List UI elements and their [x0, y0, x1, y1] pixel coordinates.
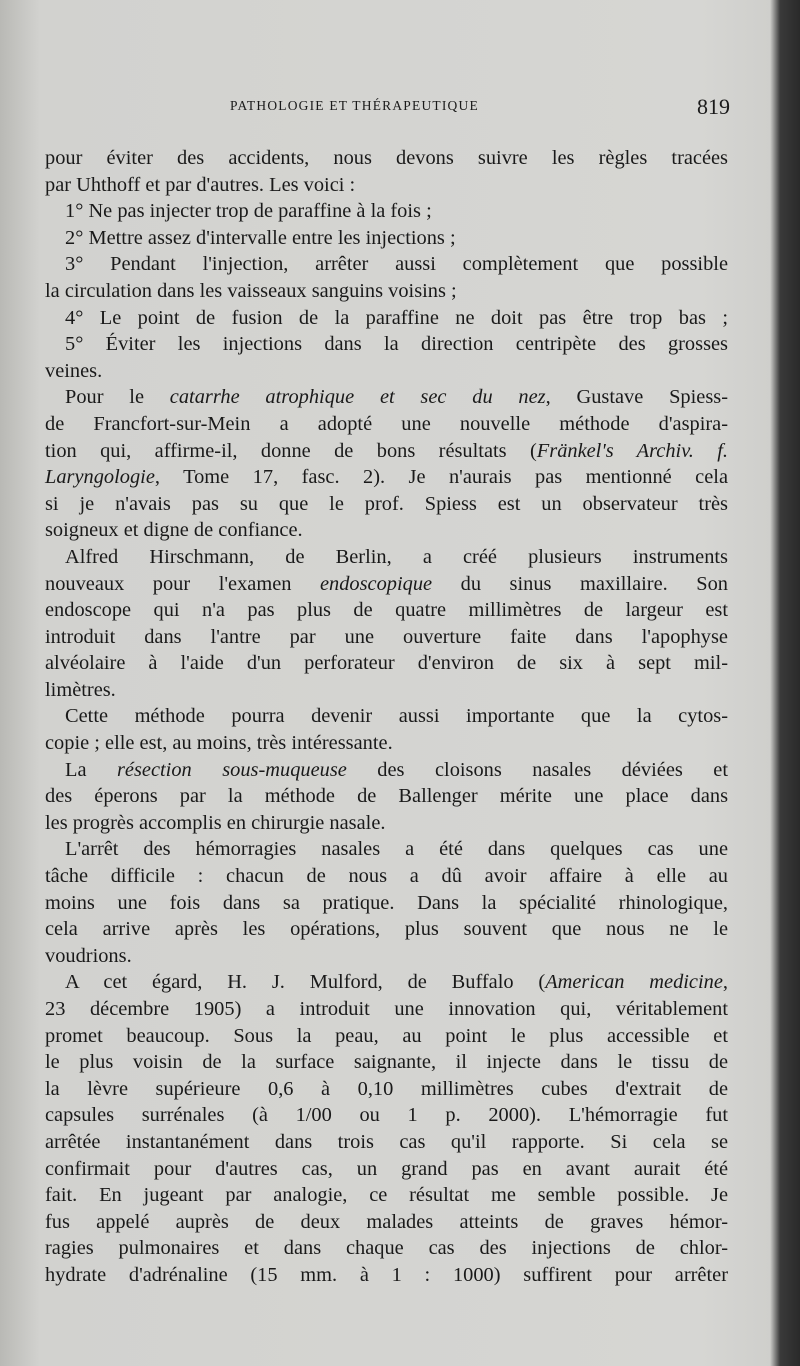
italic-text: Fränkel's Archiv. f. — [536, 439, 728, 462]
running-head: PATHOLOGIE ET THÉRAPEUTIQUE — [230, 98, 479, 113]
text-line — [45, 969, 728, 996]
text-line: veines. — [45, 359, 103, 382]
text-line: fait. En jugeant par analogie, ce résultat me semble possible. Je — [45, 1184, 728, 1207]
text-line — [45, 464, 728, 491]
text-line: cela arrive après les opérations, plus souvent que nous ne le — [45, 918, 728, 941]
text-segment: , — [722, 971, 729, 994]
text-line: les progrès accomplis en chirurgie nasale. — [45, 811, 386, 834]
text-line: 23 décembre 1905) a introduit une innovation qui, véritablement — [45, 998, 728, 1020]
text-line: endoscope qui n'a pas plus de quatre millimètres de largeur est — [45, 599, 728, 622]
text-line: ragies pulmonaires et dans chaque cas des injections de chlor- — [45, 1237, 728, 1260]
text-line: promet beaucoup. Sous la peau, au point le plus accessible et — [45, 1024, 728, 1047]
text-line: pour éviter des accidents, nous devons suivre les règles tracées — [45, 147, 728, 169]
text-line — [45, 384, 728, 411]
text-line: des éperons par la méthode de Ballenger mérite une place dans — [45, 785, 728, 808]
italic-text: endoscopique — [319, 572, 433, 595]
text-line: voudrions. — [45, 944, 132, 967]
text-line — [45, 438, 728, 465]
text-line: copie ; elle est, au moins, très intéressante. — [45, 732, 393, 755]
text-segment: Pour le — [65, 386, 170, 409]
text-line: moins une fois dans sa pratique. Dans la spécialité rhinologique, — [45, 891, 728, 914]
text-line: Alfred Hirschmann, de Berlin, a créé plusieurs instruments — [65, 545, 728, 568]
italic-text: résection sous-muqueuse — [117, 758, 347, 781]
text-line: 1° Ne pas injecter trop de paraffine à la fois ; — [65, 200, 432, 223]
page-header — [230, 94, 730, 124]
text-line: si je n'avais pas su que le prof. Spiess est un observateur très — [45, 492, 728, 515]
italic-text: catarrhe atrophique et sec du nez — [169, 386, 546, 409]
text-line: L'arrêt des hémorragies nasales a été dans quelques cas une — [65, 838, 728, 861]
page-number: 819 — [697, 94, 730, 119]
text-line — [45, 757, 728, 784]
text-line: alvéolaire à l'aide d'un perforateur d'environ de six à sept mil- — [45, 652, 728, 675]
text-line: Cette méthode pourra devenir aussi importante que la cytos- — [65, 705, 728, 728]
text-line: confirmait pour d'autres cas, un grand pas en avant aurait été — [45, 1157, 728, 1180]
text-line: introduit dans l'antre par une ouverture faite dans l'apophyse — [45, 625, 728, 648]
text-line — [45, 571, 728, 598]
text-line: le plus voisin de la surface saignante, il injecte dans le tissu de — [45, 1051, 728, 1074]
text-line: 4° Le point de fusion de la paraffine ne doit pas être trop bas ; — [65, 306, 728, 329]
text-segment: La — [65, 758, 117, 781]
text-line: 2° Mettre assez d'intervalle entre les injections ; — [65, 226, 456, 249]
text-segment: tion qui, affirme-il, donne de bons résultats ( — [45, 439, 537, 462]
text-line: arrêtée instantanément dans trois cas qu'il rapporte. Si cela se — [45, 1130, 728, 1153]
italic-text: American medicine — [545, 971, 723, 994]
text-segment: des cloisons nasales déviées et — [346, 758, 729, 781]
text-segment: du sinus maxillaire. Son — [432, 572, 728, 595]
text-line: de Francfort-sur-Mein a adopté une nouvelle méthode d'aspira- — [45, 412, 728, 435]
text-line: limètres. — [45, 678, 116, 701]
body-text — [45, 145, 728, 1289]
text-line: par Uhthoff et par d'autres. Les voici : — [45, 173, 356, 196]
text-segment: nouveaux pour l'examen — [45, 572, 320, 595]
text-line: 5° Éviter les injections dans la direction centripète des grosses — [65, 333, 728, 356]
text-line: 3° Pendant l'injection, arrêter aussi complètement que possible — [65, 253, 728, 276]
text-line: la lèvre supérieure 0,6 à 0,10 millimètres cubes d'extrait de — [45, 1077, 728, 1100]
text-segment: , Gustave Spiess- — [545, 386, 728, 409]
text-line: fus appelé auprès de deux malades atteints de graves hémor- — [45, 1210, 728, 1233]
text-line: capsules surrénales (à 1/00 ou 1 p. 2000). L'hémorragie fut — [45, 1104, 728, 1127]
text-line: hydrate d'adrénaline (15 mm. à 1 : 1000) suffirent pour arrêter — [45, 1263, 728, 1286]
text-segment: A cet égard, H. J. Mulford, de Buffalo ( — [65, 971, 546, 994]
text-line: la circulation dans les vaisseaux sanguins voisins ; — [45, 279, 457, 302]
text-line: tâche difficile : chacun de nous a dû avoir affaire à elle au — [45, 865, 728, 888]
italic-text: Laryngologie — [45, 466, 155, 489]
text-segment: , Tome 17, fasc. 2). Je n'aurais pas mentionné cela — [154, 466, 728, 489]
text-line: soigneux et digne de confiance. — [45, 519, 303, 542]
